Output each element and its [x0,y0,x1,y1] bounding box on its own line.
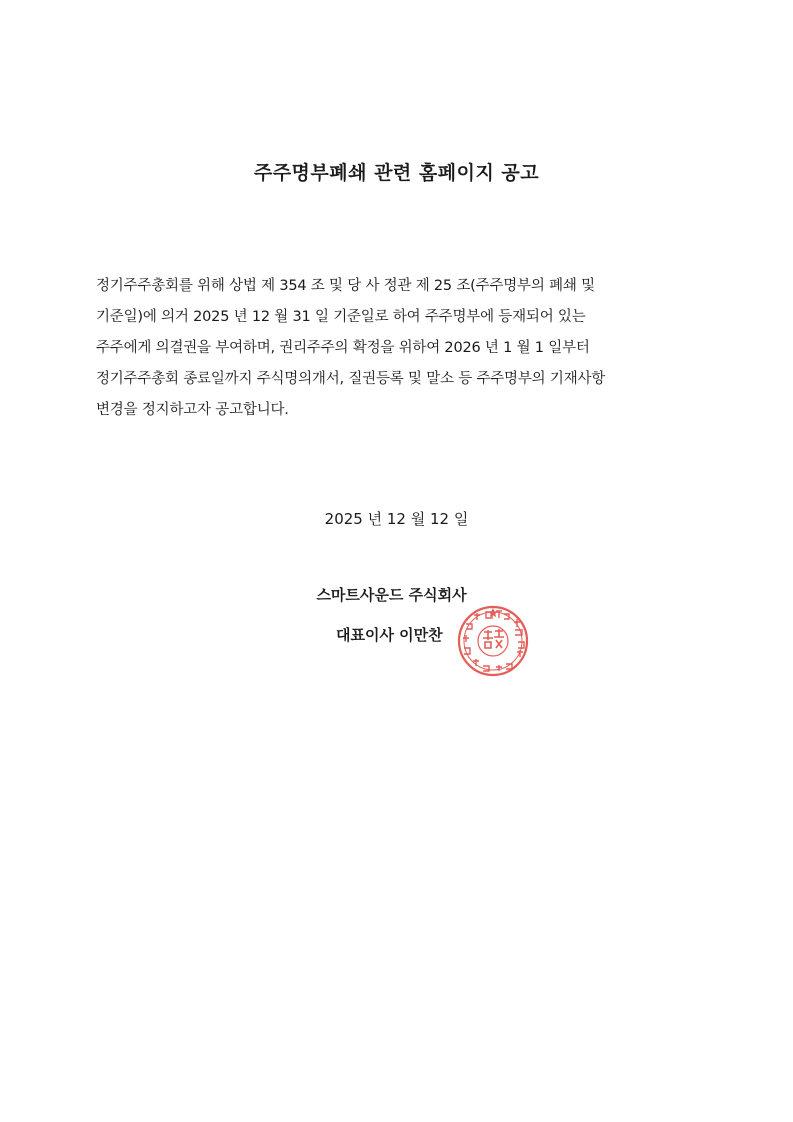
notice-line: 주주에게 의결권을 부여하며, 권리주주의 확정을 위하여 2026 년 1 월 1 일부터 [96,340,590,356]
representative-name: 대표이사 이만찬 [336,626,443,644]
page-title: 주주명부폐쇄 관련 홈페이지 공고 [253,162,540,184]
company-seal-icon [456,604,530,678]
notice-line: 정기주주총회를 위해 상법 제 354 조 및 당 사 정관 제 25 조(주주명부의 폐쇄 및 [96,278,595,294]
notice-line: 정기주주총회 종료일까지 주식명의개서, 질권등록 및 말소 등 주주명부의 기재사항 [96,371,606,387]
company-name: 스마트사운드 주식회사 [316,586,467,604]
notice-body [96,276,696,431]
notice-line: 변경을 정지하고자 공고합니다. [96,402,289,418]
notice-date: 2025 년 12 월 12 일 [324,510,469,528]
notice-line: 기준일)에 의거 2025 년 12 월 31 일 기준일로 하여 주주명부에 등재되어 있는 [96,309,586,325]
